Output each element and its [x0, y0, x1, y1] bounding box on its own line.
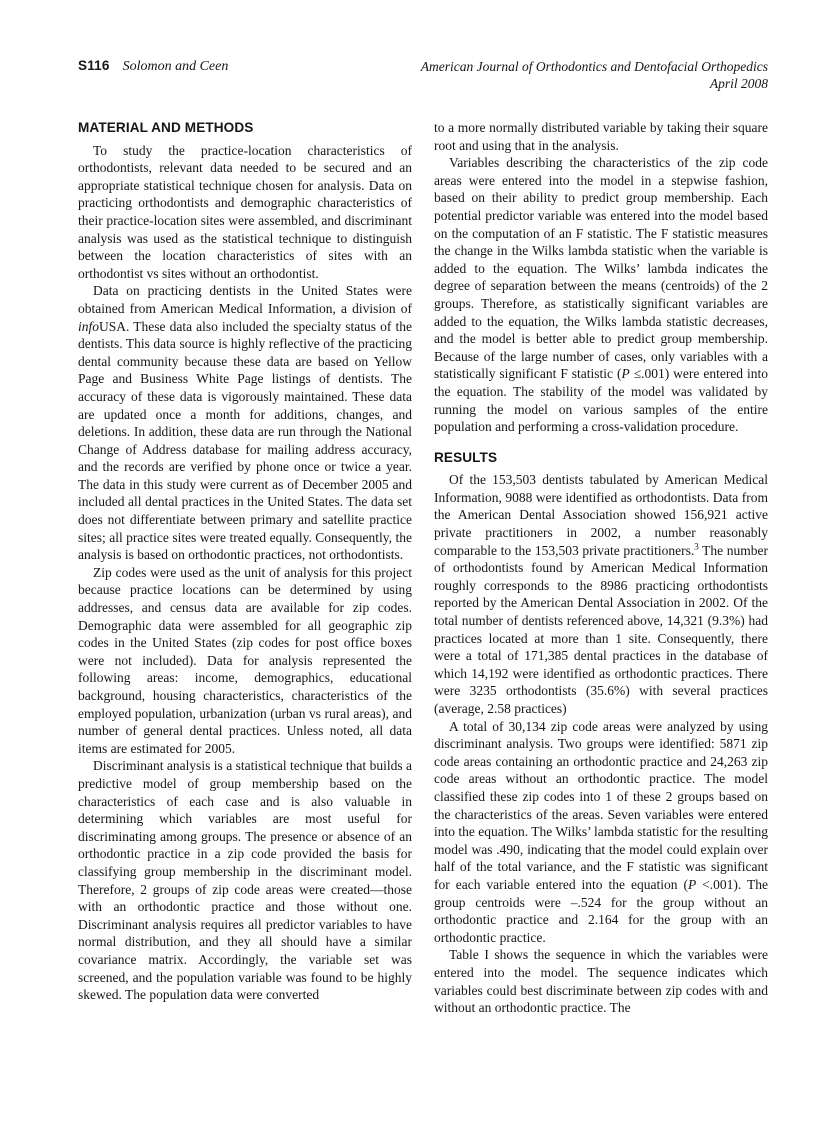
page-header [78, 58, 768, 92]
issue-date: April 2008 [709, 76, 768, 91]
left-column [78, 119, 412, 1017]
paragraph: Variables describing the characteristics of the zip code areas were entered into the model in a stepwise fashion, based on their ability to predict group membership. Each potential predictor variable was entered into the model based on the computation of an F statistic. The F statistic measures the change in the Wilks lambda statistic when the variable is added to the equation. The Wilks’ lambda indicates the degree of separation between the means (centroids) of the 2 groups. Therefore, as statistically significant variables are added to the equation, the Wilks lambda statistic decreases, and the model is better able to predict group membership. Because of the large number of cases, only variables with a statistically significant F statistic (P ≤.001) were entered into the equation. The stability of the model was validated by running the model on various samples of the entire population and performing a cross-validation procedure. [434, 155, 768, 435]
running-authors: Solomon and Ceen [122, 59, 229, 74]
paragraph: Of the 153,503 dentists tabulated by American Medical Information, 9088 were identified as orthodontists. Data from the American Dental Association showed 156,921 active private practitioners in 2002, a number reasonably comparable to the 153,503 private practitioners.$^3$ The number of orthodontists found by American Medical Information roughly corresponds to the 8986 practicing orthodontists reported by the American Dental Association in 2002. Of the total number of dentists referenced above, 14,321 (9.3%) had practices located at more than 1 site. Consequently, there were a total of 171,385 dental practices in the database of which 14,192 were identified as orthodontic practices. There were 3235 orthodontists (35.6%) with several practices (average, 2.58 practices) [434, 472, 768, 716]
section-heading: MATERIAL AND METHODS [78, 120, 254, 135]
page-number: S116 [78, 58, 110, 73]
paragraph: to a more normally distributed variable by taking their square root and using that in the analysis. [434, 120, 768, 153]
journal-title: American Journal of Orthodontics and Dentofacial Orthopedics [420, 59, 768, 74]
header-left [78, 58, 228, 75]
paragraph: Discriminant analysis is a statistical technique that builds a predictive model of group membership based on the characteristics of each case and is also valuable in determining which variables are most useful for discriminating among groups. The presence or absence of an orthodontic practice in a zip code provided the basis for classifying group membership in the discriminant model. Therefore, 2 groups of zip code areas were created—those with an orthodontic practice and those without one. Discriminant analysis requires all predictor variables to have normal distribution, and they all should have a similar covariance matrix. Accordingly, the variable set was screened, and the population variable was found to be highly skewed. The population data were converted [78, 758, 412, 1003]
paragraph: To study the practice-location characteristics of orthodontists, relevant data needed to be secured and an appropriate statistical technique chosen for analysis. Data on practicing orthodontists and demographic characteristics of their practice-location sites were assembled, and discriminant analysis was used as the statistical technique to distinguish between the location characteristics of sites with an orthodontist vs sites without an orthodontist. [78, 142, 412, 281]
header-right [421, 58, 768, 92]
right-column [434, 119, 768, 1017]
paragraph: Table I shows the sequence in which the variables were entered into the model. The sequence indicates which variables could best discriminate between zip codes with and without an orthodontic practice. The [434, 947, 768, 1016]
paragraph: Data on practicing dentists in the United States were obtained from American Medical Information, a division of infoUSA. These data also included the specialty status of the dentists. This data source is highly reflective of the practicing dental community because these data are based on Yellow Page and Business White Page listings of dentists. The accuracy of these data is vigorously maintained. These data are updated once a month for additions, changes, and deletions. In addition, these data are run through the National Change of Address database for mailing address accuracy, and the records are verified by phone once or twice a year. The data in this study were current as of December 2005 and included all dental practices in the United States. The data set does not differentiate between primary and satellite practice sites; all practice sites were treated equally. Consequently, the analysis is based on orthodontic practices, not orthodontists. [78, 283, 412, 563]
paragraph: A total of 30,134 zip code areas were analyzed by using discriminant analysis. Two groups were identified: 5871 zip code areas containing an orthodontic practice and 24,263 zip code areas without an orthodontic practice. The model classified these zip codes into 1 of these 2 groups based on the characteristics of the areas. Seven variables were entered into the equation. The Wilks’ lambda statistic for the resulting model was .490, indicating that the model could explain over half of the total variance, and the F statistic was significant for each variable entered into the equation (P <.001). The group centroids were –.524 for the group without an orthodontic practice and 2.164 for the group with an orthodontic practice. [434, 718, 769, 945]
paragraph: Zip codes were used as the unit of analysis for this project because practice locations can be determined by using addresses, and census data are available for zip codes. Demographic data were assembled for all geographic zip codes in the United States (zip codes for post office boxes were not included). Data for analysis represented the following areas: income, demographics, educational background, housing characteristics, characteristics of the employed population, urbanization (urban vs rural areas), and number of general dental practices. Unless noted, all data items are estimated for 2005. [78, 564, 412, 756]
section-heading: RESULTS [434, 449, 498, 465]
article-body [78, 119, 768, 1017]
